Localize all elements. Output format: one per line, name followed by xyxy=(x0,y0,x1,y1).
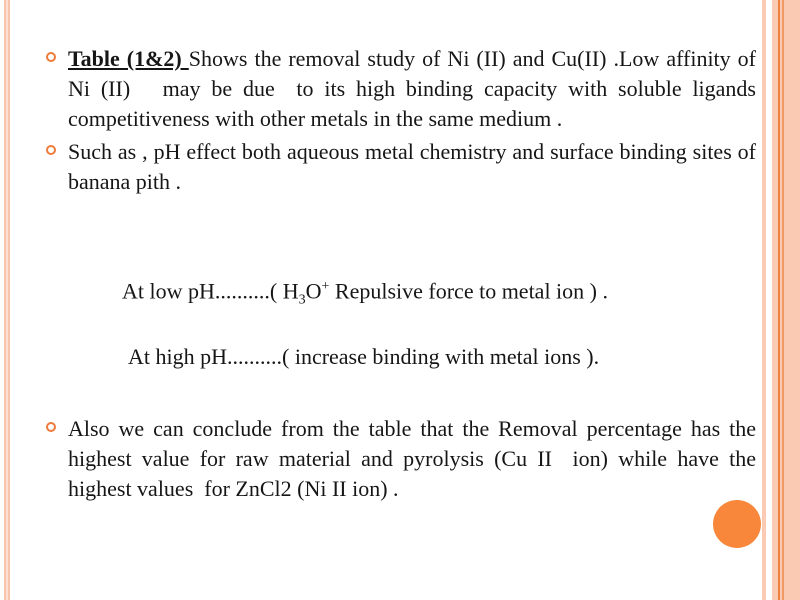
low-ph-superscript: + xyxy=(321,279,330,294)
low-ph-subscript: 3 xyxy=(298,292,306,308)
bullet2-paragraph: Such as , pH effect both aqueous metal chemistry and surface binding sites of banana pith . xyxy=(68,139,762,194)
high-ph-line: At high pH..........( increase binding with metal ions ). xyxy=(128,344,600,369)
bullet-list-bottom xyxy=(46,414,762,504)
bullet-item-table xyxy=(46,44,762,134)
low-ph-prefix: At low pH..........( H xyxy=(122,278,299,304)
bullet3-paragraph: Also we can conclude from the table that the Removal percentage has the highest value for raw material and pyrolysis (Cu II ion) while have the highest values for ZnCl2 (Ni II ion) . xyxy=(68,416,762,501)
bullet-list-top xyxy=(46,44,762,197)
bullet1-body-text: Shows the removal study of Ni (II) and Cu(II) .Low affinity of Ni (II) may be due to its high binding capacity with soluble ligands competitiveness with other metals in the same medium . xyxy=(68,46,762,131)
bullet-item-ph-effect xyxy=(46,137,762,197)
circle-bullet-icon xyxy=(46,422,56,432)
bullet-item-conclusion xyxy=(46,414,762,504)
bullet1-lead-text: Table (1&2) xyxy=(68,46,189,71)
left-edge-stripe xyxy=(4,0,10,600)
right-edge-thin-stripe xyxy=(762,0,766,600)
circle-bullet-icon xyxy=(46,145,56,155)
low-ph-suffix: Repulsive force to metal ion ) . xyxy=(329,278,608,304)
low-ph-mid: O xyxy=(305,278,322,304)
decorative-orange-circle xyxy=(713,500,761,548)
circle-bullet-icon xyxy=(46,52,56,62)
bullet1-paragraph xyxy=(68,44,762,134)
low-ph-line xyxy=(122,272,608,316)
right-edge-band-stripes xyxy=(772,0,800,600)
